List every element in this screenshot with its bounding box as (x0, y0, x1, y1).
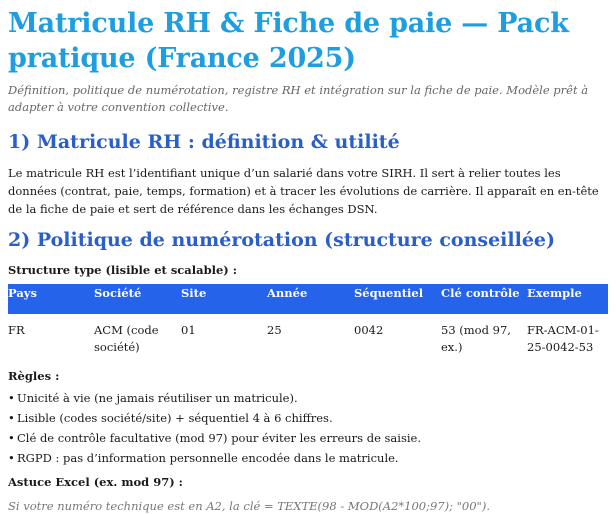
cell-site: 01 (181, 323, 196, 337)
page-title: Matricule RH & Fiche de paie — Pack pratique (France 2025) (8, 8, 569, 74)
rule-text: Unicité à vie (ne jamais réutiliser un matricule). (17, 391, 298, 405)
cell-societe: ACM (code société) (94, 323, 159, 354)
rules-list (8, 388, 608, 468)
bullet-icon: • (8, 431, 15, 445)
rule-text: Lisible (codes société/site) + séquentiel 4 à 6 chiffres. (17, 411, 333, 425)
table-row (8, 314, 608, 356)
cell-cle-controle: 53 (mod 97, ex.) (441, 323, 511, 354)
cell-sequentiel: 0042 (354, 323, 384, 337)
list-item (8, 388, 608, 408)
header-site: Site (181, 284, 267, 314)
bullet-icon: • (8, 451, 15, 465)
header-exemple: Exemple (527, 284, 608, 314)
tip-title: Astuce Excel (ex. mod 97) : (8, 475, 183, 489)
header-cle-controle: Clé contrôle (441, 284, 527, 314)
list-item (8, 448, 608, 468)
cell-pays: FR (8, 323, 25, 337)
lead-paragraph: Définition, politique de numérotation, registre RH et intégration sur la fiche de paie. Modèle prêt à adapter à votre convention collective. (8, 83, 589, 114)
list-item (8, 408, 608, 428)
rule-text: Clé de contrôle facultative (mod 97) pour éviter les erreurs de saisie. (17, 431, 422, 445)
bullet-icon: • (8, 391, 15, 405)
header-sequentiel: Séquentiel (354, 284, 441, 314)
header-annee: Année (267, 284, 354, 314)
cell-exemple: FR-ACM-01-25-0042-53 (527, 323, 599, 354)
cell-annee: 25 (267, 323, 282, 337)
header-societe: Société (94, 284, 181, 314)
structure-table (8, 284, 608, 356)
table-header-row (8, 284, 608, 314)
header-pays: Pays (8, 284, 94, 314)
section-2-heading: 2) Politique de numérotation (structure conseillée) (8, 229, 556, 251)
section-1-body: Le matricule RH est l’identifiant unique d’un salarié dans votre SIRH. Il sert à relier toutes les données (contrat, paie, temps, formation) et à tracer les évolutions de carrière. Il apparaît en en-tête de la fiche de paie et sert de référence dans les échanges DSN. (8, 166, 599, 216)
section-1-heading: 1) Matricule RH : définition & utilité (8, 131, 400, 153)
bullet-icon: • (8, 411, 15, 425)
rules-title: Règles : (8, 369, 60, 383)
tip-text: Si votre numéro technique est en A2, la clé = TEXTE(98 - MOD(A2*100;97); "00"). (8, 499, 490, 513)
rule-text: RGPD : pas d’information personnelle encodée dans le matricule. (17, 451, 399, 465)
list-item (8, 428, 608, 448)
structure-label: Structure type (lisible et scalable) : (8, 263, 237, 277)
